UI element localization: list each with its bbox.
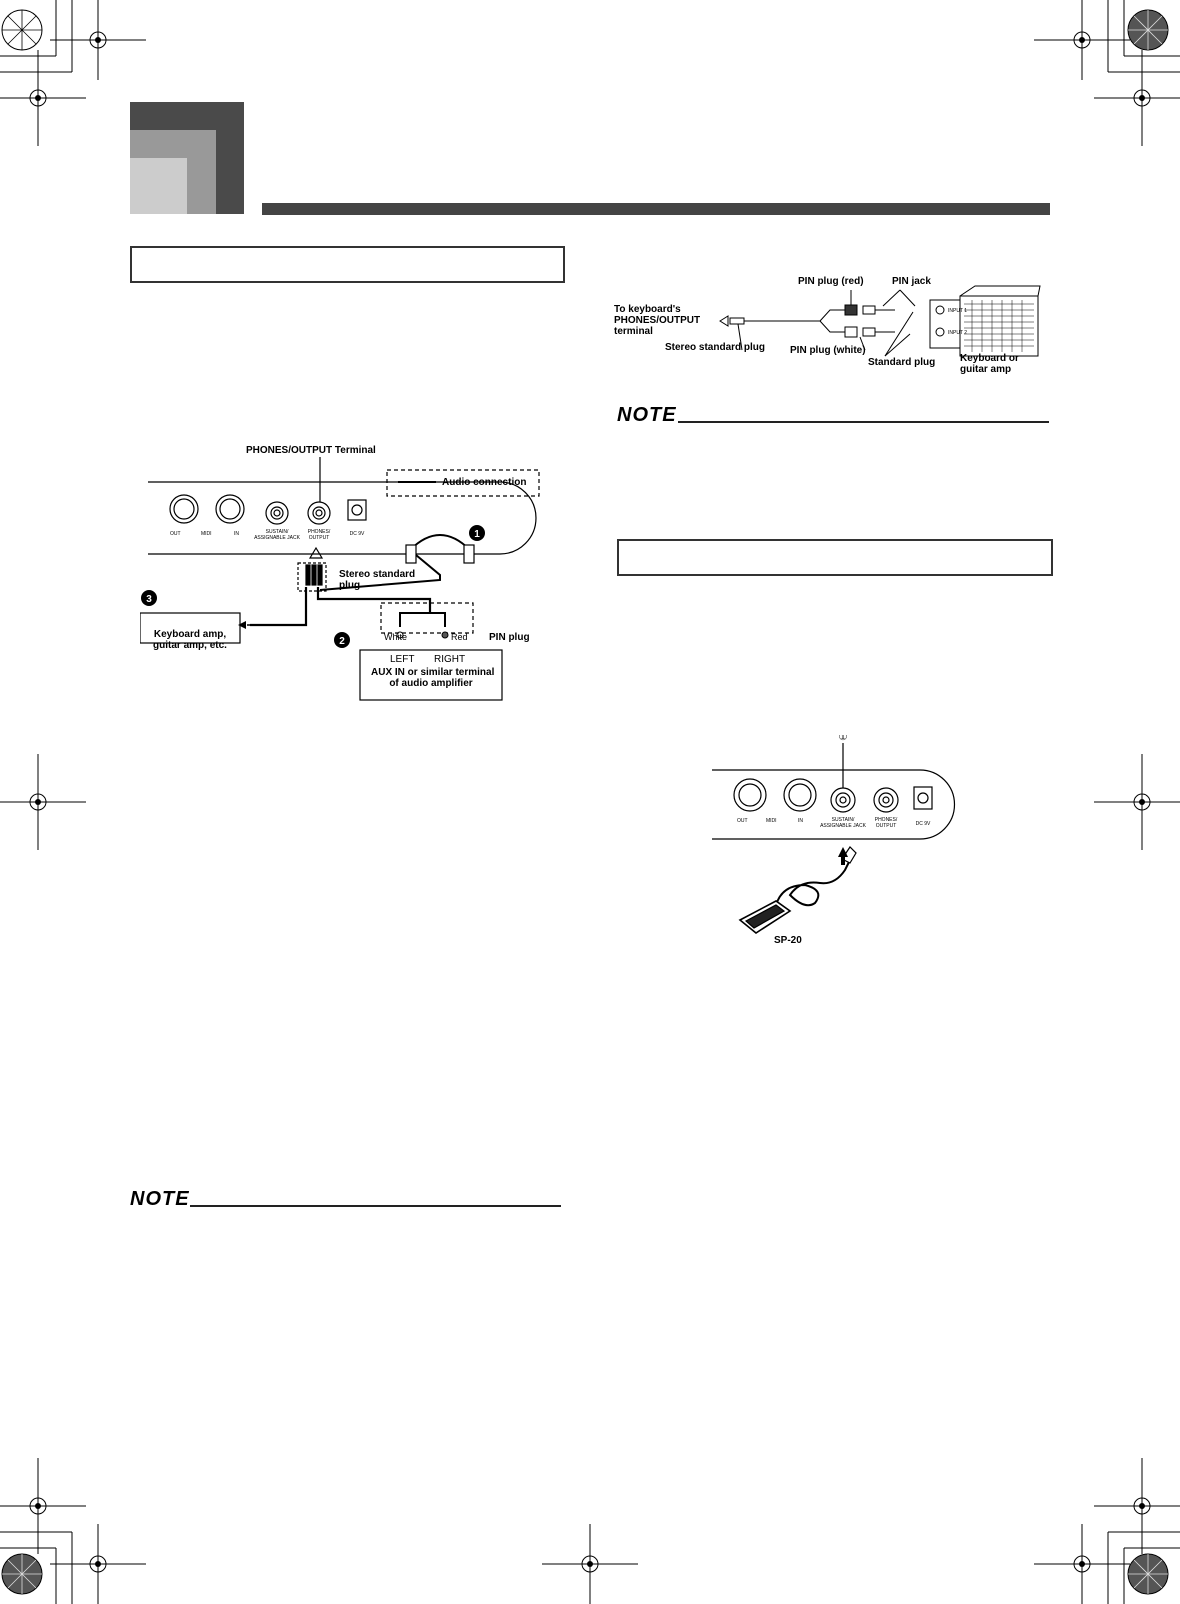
pin-plug-white-label: PIN plug (white) bbox=[790, 345, 866, 356]
white-label: White bbox=[384, 632, 408, 642]
aux-label-1: AUX IN or similar terminal bbox=[371, 667, 495, 678]
sustain-pedal-diagram bbox=[710, 735, 970, 955]
panel-label-sustain1: SUSTAIN/ bbox=[265, 529, 289, 535]
right-top-diagram bbox=[614, 276, 1050, 378]
panel-label-sustain2: ASSIGNABLE JACK bbox=[254, 535, 300, 541]
left-connection-diagram bbox=[140, 445, 570, 705]
panel-label-in: IN bbox=[798, 818, 803, 824]
red-label: Red bbox=[451, 632, 468, 642]
to-keyboard-label-2: PHONES/OUTPUT bbox=[614, 315, 701, 326]
panel-label-phones2: OUTPUT bbox=[875, 823, 897, 829]
header-rule bbox=[262, 203, 1050, 215]
pedal-connection-art bbox=[710, 735, 970, 955]
marker-2: 2 bbox=[339, 636, 345, 647]
panel-label-in: IN bbox=[234, 531, 239, 537]
panel-label-phones1: PHONES/ bbox=[874, 817, 898, 823]
panel-label-midi: MIDI bbox=[766, 818, 777, 824]
panel-label-dc: DC 9V bbox=[349, 531, 365, 537]
panel-label-sustain2: ASSIGNABLE JACK bbox=[820, 823, 866, 829]
amp-label-2: guitar amp, etc. bbox=[153, 640, 227, 651]
input1-label: INPUT 1 bbox=[948, 308, 968, 314]
right-channel-label: RIGHT bbox=[434, 654, 466, 665]
stereo-plug-label-1: Stereo standard bbox=[339, 569, 416, 580]
left-channel-label: LEFT bbox=[390, 654, 415, 665]
right-note-rule bbox=[678, 421, 1049, 423]
right-note-heading: NOTE bbox=[617, 404, 677, 426]
pin-jack-label: PIN jack bbox=[892, 276, 931, 287]
marker-1: 1 bbox=[474, 529, 480, 540]
panel-label-out: OUT bbox=[170, 531, 181, 537]
stereo-plug-label-2: plug bbox=[339, 580, 361, 591]
audio-connection-label: Audio connection bbox=[442, 477, 527, 488]
pedal-marker: ① bbox=[838, 735, 848, 743]
panel-label-sustain1: SUSTAIN/ bbox=[831, 817, 855, 823]
right-section-heading-box bbox=[617, 539, 1053, 576]
amp-label-2: guitar amp bbox=[960, 364, 1012, 375]
panel-label-phones2: OUTPUT bbox=[308, 535, 330, 541]
to-keyboard-label-3: terminal bbox=[614, 326, 653, 337]
panel-label-out: OUT bbox=[737, 818, 748, 824]
input2-label: INPUT 2 bbox=[948, 330, 968, 336]
marker-3: 3 bbox=[146, 594, 152, 605]
to-keyboard-label-1: To keyboard's bbox=[614, 304, 681, 315]
amp-label-1: Keyboard or bbox=[960, 353, 1019, 364]
pin-plug-label: PIN plug bbox=[489, 632, 530, 643]
panel-label-phones1: PHONES/ bbox=[307, 529, 331, 535]
left-section-heading-box bbox=[130, 246, 565, 283]
left-note-heading: NOTE bbox=[130, 1188, 190, 1210]
pin-plug-red-label: PIN plug (red) bbox=[798, 276, 864, 287]
terminal-title: PHONES/OUTPUT Terminal bbox=[246, 445, 376, 456]
stereo-standard-plug-label: Stereo standard plug bbox=[665, 342, 766, 353]
standard-plug-label: Standard plug bbox=[868, 357, 936, 368]
left-note-rule bbox=[190, 1205, 561, 1207]
aux-label-2: of audio amplifier bbox=[389, 678, 473, 689]
pedal-label: SP-20 bbox=[774, 935, 802, 946]
header-square-light bbox=[130, 158, 187, 214]
amp-label-1: Keyboard amp, bbox=[153, 629, 227, 640]
panel-label-dc: DC 9V bbox=[915, 821, 931, 827]
panel-label-midi: MIDI bbox=[201, 531, 212, 537]
header-block bbox=[130, 102, 244, 214]
